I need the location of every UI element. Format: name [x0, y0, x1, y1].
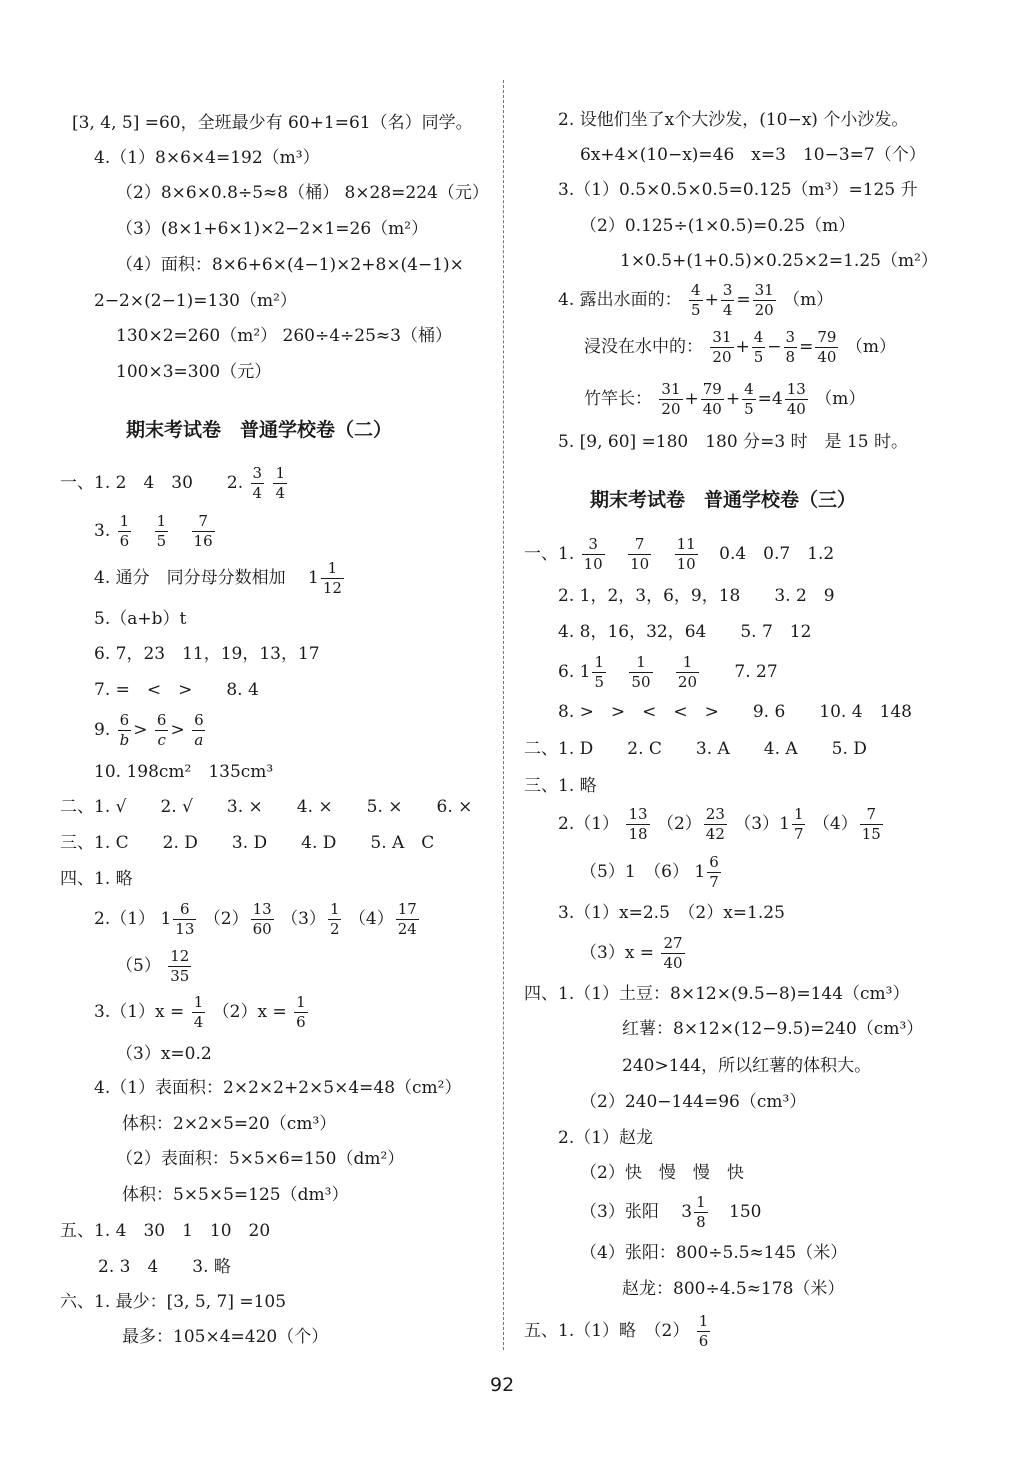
answer-text: 2.（1）: [558, 814, 620, 834]
fraction: $\frac{7}{10}$: [630, 535, 650, 573]
answer-text: （5）1 （6）: [580, 862, 689, 882]
answer-line: 100×3=300（元）: [116, 362, 272, 382]
answer-line: 三、1. C 2. D 3. D 4. D 5. A C: [60, 833, 435, 853]
answer-line: [580, 936, 687, 971]
fraction: $\frac{3}{4}$: [252, 464, 263, 502]
fraction: $\frac{13}{60}$: [252, 900, 272, 938]
answer-line: （2）0.125÷(1×0.5)=0.25（m）: [580, 216, 856, 236]
answer-line: 8. > > < < > 9. 6 10. 4 148: [558, 702, 912, 722]
answer-line: [94, 514, 217, 549]
fraction: $\frac{31}{20}$: [712, 328, 732, 366]
fraction: $\frac{6}{b}$: [119, 711, 130, 749]
answer-line: （3）张阳 3 $\frac{1}{8}$ 150: [580, 1193, 762, 1231]
fraction: $\frac{17}{24}$: [397, 900, 417, 938]
answer-line: 二、1. √ 2. √ 3. × 4. × 5. × 6. ×: [60, 797, 473, 817]
answer-line: [580, 855, 723, 890]
answer-line: 6. 7，23 11，19，13，17: [94, 644, 320, 664]
answer-line: 4.（1）8×6×4=192（m³）: [94, 148, 320, 168]
answer-line: 4. 露出水面的： $\frac{4}{5}$ + $\frac{3}{4}$ = $\frac{31}{20}$ （m）: [558, 281, 834, 319]
answer-line: [116, 949, 193, 984]
answer-line: （2）8×6×0.8÷5≈8（桶） 8×28=224（元）: [116, 183, 489, 203]
answer-line: 130×2=260（m²） 260÷4÷25≈3（桶）: [116, 326, 452, 346]
answer-text: （3）x =: [580, 943, 655, 963]
fraction: $\frac{3}{8}$: [785, 328, 796, 366]
fraction: $\frac{4}{5}$: [691, 281, 701, 319]
fraction: $\frac{27}{40}$: [663, 934, 683, 972]
fraction: $\frac{3}{4}$: [722, 281, 733, 319]
answer-line: 四、1. 略: [60, 869, 133, 889]
answer-text: 3.: [94, 521, 111, 541]
answer-line: 3.（1）x = $\frac{1}{4}$ （2）x = $\frac{1}{6}$: [94, 993, 306, 1031]
answer-line: 2.（1）赵龙: [558, 1128, 654, 1148]
answer-line: 六、1. 最少：[3, 5, 7] =105: [60, 1292, 287, 1312]
answer-text: 9.: [94, 720, 111, 740]
answer-line: 赵龙：800÷4.5≈178（米）: [622, 1279, 845, 1299]
answer-line: [94, 561, 346, 596]
fraction: $\frac{7}{15}$: [861, 805, 881, 843]
answer-line: 5.（a+b）t: [94, 609, 187, 629]
fraction: $\frac{4}{5}$: [744, 380, 754, 418]
mixed-number: 1 $\frac{1}{12}$: [308, 559, 342, 597]
answer-text: 4. 露出水面的：: [558, 290, 682, 310]
fraction: $\frac{1}{6}$: [296, 993, 306, 1031]
answer-line: 3.（1）0.5×0.5×0.5=0.125（m³）=125 升: [558, 180, 918, 200]
fraction: $\frac{12}{35}$: [170, 947, 190, 985]
fraction: $\frac{1}{4}$: [275, 464, 286, 502]
answer-line: 10. 198cm² 135cm³: [94, 762, 274, 782]
answer-line: 5. [9, 60] =180 180 分=3 时 是 15 时。: [558, 432, 908, 452]
answer-line: 四、1.（1）土豆：8×12×(9.5−8)=144（cm³）: [524, 984, 910, 1004]
answer-text: （5）: [116, 956, 161, 976]
answer-line: [60, 466, 289, 501]
fraction: $\frac{13}{18}$: [628, 805, 648, 843]
answer-line: （3）(8×1+6×1)×2−2×1=26（m²）: [116, 219, 429, 239]
mixed-number: 1 $\frac{6}{13}$: [160, 900, 195, 938]
answer-line: 浸没在水中的： $\frac{31}{20}$ + $\frac{4}{5}$ − $\frac{3}{8}$ = $\frac{79}{40}$ （m）: [584, 328, 896, 366]
fraction: $\frac{79}{40}$: [702, 380, 722, 418]
answer-text: 五、1.（1）略 （2）: [524, 1321, 690, 1341]
mixed-number: 3 $\frac{1}{8}$: [681, 1193, 706, 1231]
answer-line: （3）x=0.2: [116, 1044, 212, 1064]
answer-text: 3.（1）x =: [94, 1002, 185, 1022]
mixed-number: 4 $\frac{13}{40}$: [771, 380, 806, 418]
fraction: $\frac{1}{4}$: [193, 993, 204, 1031]
fraction: $\frac{23}{42}$: [705, 805, 725, 843]
page-number: 92: [490, 1374, 515, 1396]
answer-line: （2）表面积：5×5×6=150（dm²）: [116, 1149, 405, 1169]
answer-line: （4）面积：8×6+6×(4−1)×2+8×(4−1)×: [116, 255, 464, 275]
fraction: $\frac{6}{c}$: [156, 711, 167, 749]
answer-line: 3.（1）x=2.5 （2）x=1.25: [558, 903, 785, 923]
section-title: 期末考试卷 普通学校卷（二）: [126, 419, 393, 441]
answer-line: 二、1. D 2. C 3. A 4. A 5. D: [524, 739, 867, 759]
answer-line: 体积：2×2×5=20（cm³）: [122, 1114, 337, 1134]
fraction: $\frac{31}{20}$: [661, 380, 681, 418]
answer-line: [524, 1314, 712, 1349]
answer-line: 240>144，所以红薯的体积大。: [622, 1056, 872, 1076]
column-divider: [503, 80, 504, 1350]
mixed-number: 1 $\frac{6}{7}$: [694, 853, 719, 891]
fraction: $\frac{79}{40}$: [817, 328, 837, 366]
fraction: $\frac{1}{6}$: [698, 1312, 709, 1350]
answer-line: 2−2×(2−1)=130（m²）: [94, 291, 297, 311]
fraction: $\frac{1}{20}$: [677, 653, 698, 691]
answer-line: 6x+4×(10−x)=46 x=3 10−3=7（个）: [580, 145, 926, 165]
answer-line: 1×0.5+(1+0.5)×0.25×2=1.25（m²）: [620, 251, 938, 271]
answer-line: 2.（1） $\frac{13}{18}$ （2） $\frac{23}{42}$ （3） 1 $\frac{1}{7}$ （4） $\frac{7}{15}$: [558, 805, 881, 843]
answer-line: 6. 1 $\frac{1}{5}$ $\frac{1}{50}$ $\frac{1}{20}$ 7. 27: [558, 653, 778, 691]
answer-line: 三、1. 略: [524, 776, 597, 796]
answer-line: 4. 8，16，32，64 5. 7 12: [558, 622, 812, 642]
answer-line: （2）240−144=96（cm³）: [580, 1092, 807, 1112]
answer-line: 红薯：8×12×(12−9.5)=240（cm³）: [622, 1019, 924, 1039]
section-title: 期末考试卷 普通学校卷（三）: [590, 489, 857, 511]
mixed-number: 1 $\frac{1}{7}$: [779, 805, 804, 843]
answer-line: [3, 4, 5] =60，全班最少有 60+1=61（名）同学。: [72, 113, 473, 133]
answer-line: 4.（1）表面积：2×2×2+2×5×4=48（cm²）: [94, 1078, 462, 1098]
answer-text: 6.: [558, 662, 575, 682]
fraction: $\frac{1}{50}$: [631, 653, 651, 691]
answer-line: 竹竿长： $\frac{31}{20}$ + $\frac{79}{40}$ + $\frac{4}{5}$ = 4 $\frac{13}{40}$ （m）: [584, 380, 866, 418]
fraction: $\frac{1}{6}$: [119, 512, 130, 550]
fraction: $\frac{6}{a}$: [194, 711, 204, 749]
answer-line: 7. = < > 8. 4: [94, 680, 259, 700]
fraction: $\frac{1}{5}$: [156, 512, 167, 550]
answer-text: 浸没在水中的：: [584, 337, 703, 357]
answer-text: 4. 通分 同分母分数相加: [94, 568, 303, 588]
answer-line: 2.（1） 1 $\frac{6}{13}$ （2） $\frac{13}{60}$ （3） $\frac{1}{2}$ （4） $\frac{17}{24}$: [94, 900, 417, 938]
answer-text: 一、1.: [524, 544, 575, 564]
answer-line: （2）快 慢 慢 快: [580, 1163, 744, 1183]
fraction: $\frac{7}{16}$: [193, 512, 213, 550]
answer-line: 9. $\frac{6}{b}$ > $\frac{6}{c}$ > $\frac{6}{a}$: [94, 711, 204, 749]
answer-line: （4）张阳：800÷5.5≈145（米）: [580, 1243, 848, 1263]
fraction: $\frac{3}{10}$: [583, 535, 603, 573]
answer-line: 一、1. $\frac{3}{10}$ $\frac{7}{10}$ $\frac{11}{10}$ 0.4 0.7 1.2: [524, 535, 835, 573]
fraction: $\frac{11}{10}$: [676, 535, 696, 573]
fraction: $\frac{4}{5}$: [753, 328, 764, 366]
answer-text: （3）张阳: [580, 1202, 676, 1222]
answer-text: 竹竿长：: [584, 389, 652, 409]
mixed-number: 1 $\frac{1}{5}$: [579, 653, 605, 691]
answer-line: 2. 1，2，3，6，9，18 3. 2 9: [558, 586, 835, 606]
answer-line: 2. 设他们坐了x个大沙发，(10−x) 个小沙发。: [558, 110, 909, 130]
answer-text: 一、1. 2 4 30 2.: [60, 473, 244, 493]
answer-line: 最多：105×4=420（个）: [122, 1327, 329, 1347]
fraction: $\frac{1}{2}$: [329, 900, 340, 938]
answer-line: 体积：5×5×5=125（dm³）: [122, 1185, 349, 1205]
answer-text: 2.（1）: [94, 909, 156, 929]
fraction: $\frac{31}{20}$: [754, 281, 774, 319]
answer-line: 五、1. 4 30 1 10 20: [60, 1221, 271, 1241]
answer-line: 2. 3 4 3. 略: [98, 1257, 231, 1277]
